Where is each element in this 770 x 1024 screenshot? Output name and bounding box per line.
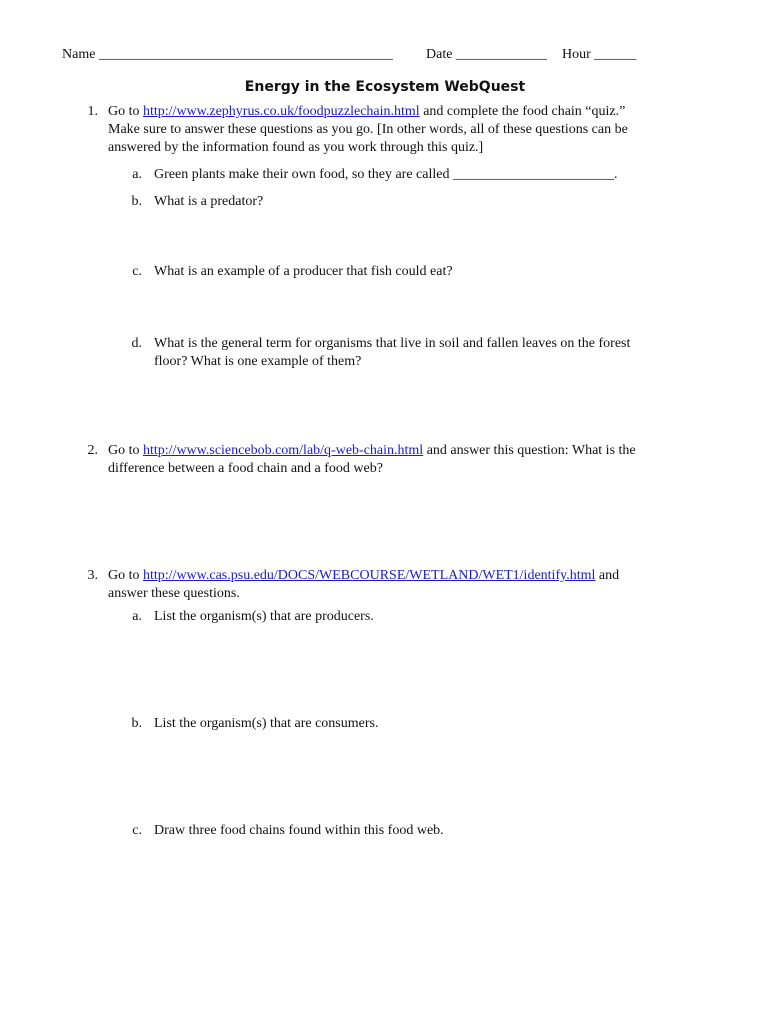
name-field-line[interactable]: Name __________________________________________: [62, 47, 393, 62]
question-number: 2.: [87, 443, 98, 458]
hour-field-line[interactable]: Hour ______: [562, 47, 637, 62]
subquestion-label: b.: [131, 716, 142, 731]
question-1-suffix: and complete the food chain “quiz.”: [423, 104, 626, 119]
go-to-text: Go to: [108, 443, 140, 458]
subquestion-1d-line-2: floor? What is one example of them?: [154, 354, 362, 369]
subquestion-label: b.: [131, 194, 142, 209]
question-1-line-1: [108, 104, 625, 120]
go-to-text: Go to: [108, 568, 140, 583]
subquestion-label: d.: [131, 336, 142, 351]
question-number: 1.: [87, 104, 98, 119]
subquestion-3a: List the organism(s) that are producers.: [154, 609, 374, 624]
question-3-line-2: answer these questions.: [108, 586, 240, 601]
question-1-line-2: Make sure to answer these questions as you go. [In other words, all of these questions can be: [108, 122, 628, 137]
question-2-line-1: [108, 443, 636, 459]
subquestion-1a: Green plants make their own food, so they are called _______________________.: [154, 167, 618, 182]
go-to-text: Go to: [108, 104, 140, 119]
subquestion-label: c.: [132, 264, 142, 279]
sciencebob-link[interactable]: http://www.sciencebob.com/lab/q-web-chain.html: [143, 443, 424, 458]
zephyrus-link[interactable]: http://www.zephyrus.co.uk/foodpuzzlechain.html: [143, 104, 420, 119]
subquestion-3b: List the organism(s) that are consumers.: [154, 716, 379, 731]
subquestion-label: a.: [132, 609, 142, 624]
subquestion-label: a.: [132, 167, 142, 182]
psu-wetland-link[interactable]: http://www.cas.psu.edu/DOCS/WEBCOURSE/WETLAND/WET1/identify.html: [143, 568, 596, 583]
question-2-line-2: difference between a food chain and a food web?: [108, 461, 383, 476]
question-3-line-1: [108, 568, 619, 584]
subquestion-3c: Draw three food chains found within this food web.: [154, 823, 444, 838]
date-field-line[interactable]: Date _____________: [426, 47, 547, 62]
question-1-line-3: answered by the information found as you work through this quiz.]: [108, 140, 484, 155]
page-title: Energy in the Ecosystem WebQuest: [244, 79, 526, 95]
question-2-suffix: and answer this question: What is the: [426, 443, 636, 458]
subquestion-1d-line-1: What is the general term for organisms that live in soil and fallen leaves on the forest: [154, 336, 631, 351]
question-3-suffix: and: [598, 568, 620, 583]
subquestion-label: c.: [132, 823, 142, 838]
subquestion-1b: What is a predator?: [154, 194, 264, 209]
subquestion-1c: What is an example of a producer that fish could eat?: [154, 264, 453, 279]
question-number: 3.: [87, 568, 98, 583]
